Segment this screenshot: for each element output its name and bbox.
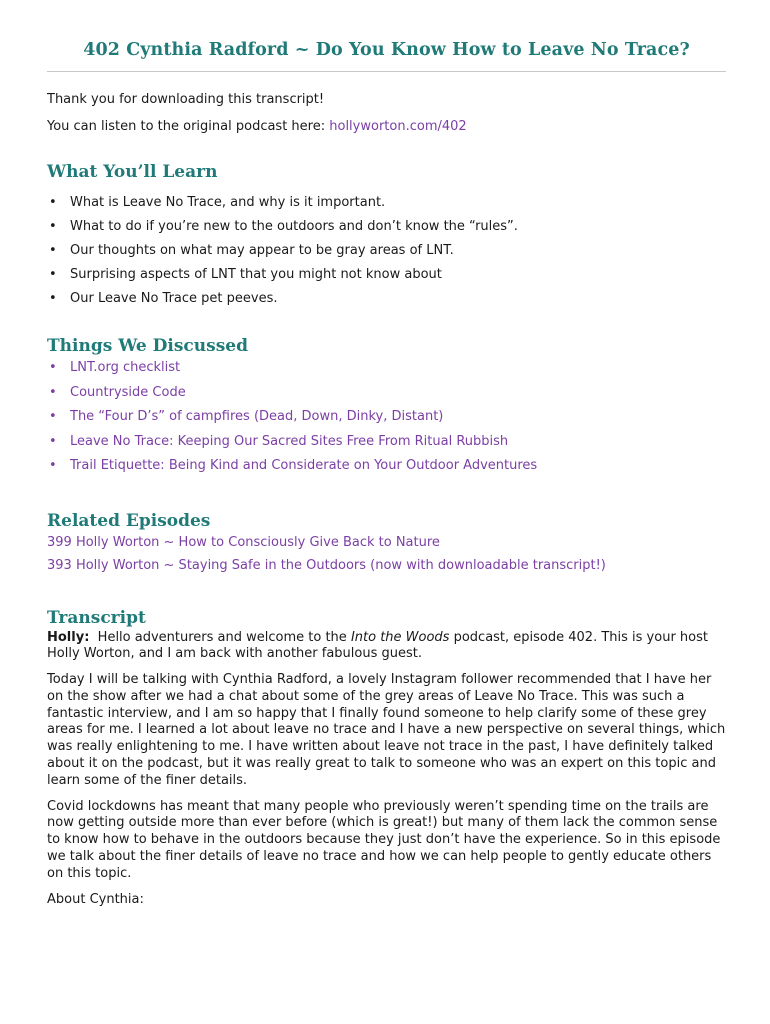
trail-etiquette-link[interactable]: Trail Etiquette: Being Kind and Considerate on Your Outdoor Adventures [70, 458, 538, 473]
transcript-heading: Transcript [47, 607, 146, 628]
transcript-body [47, 630, 726, 909]
learn-item: • Our thoughts on what may appear to be gray areas of LNT. [47, 243, 726, 267]
learn-item: • What to do if you’re new to the outdoors and don’t know the “rules”. [47, 219, 726, 243]
things-item [47, 458, 726, 483]
speaker-name: Holly: [47, 629, 90, 645]
document-title: 402 Cynthia Radford ~ Do You Know How to Leave No Trace? [83, 40, 690, 60]
things-item [47, 385, 726, 410]
transcript-paragraph: Covid lockdowns has meant that many people who previously weren’t spending time on the trails are now getting outside more than ever before (which is great!) but many of them lack the common sense to know how to behave in the outdoors because they just don’t have the experience. So in this episode we talk about the finer details of leave no trace and how we can help people to gently educate others on this topic. [47, 798, 721, 881]
things-item [47, 409, 726, 434]
learn-item: • Surprising aspects of LNT that you might not know about [47, 267, 726, 291]
podcast-link[interactable]: hollyworton.com/402 [329, 119, 467, 134]
transcript-paragraph [47, 630, 726, 664]
listen-prefix: You can listen to the original podcast here: [47, 119, 330, 134]
learn-list [47, 195, 726, 315]
lnt-checklist-link[interactable]: LNT.org checklist [70, 360, 181, 375]
p1-before: Hello adventurers and welcome to the [89, 629, 351, 645]
things-item [47, 434, 726, 459]
episode-393-link[interactable]: 393 Holly Worton ~ Staying Safe in the Outdoors (now with downloadable transcript!) [47, 557, 606, 573]
things-heading: Things We Discussed [47, 336, 248, 356]
countryside-code-link[interactable]: Countryside Code [70, 384, 186, 400]
related-heading: Related Episodes [47, 510, 211, 531]
sacred-sites-link[interactable]: Leave No Trace: Keeping Our Sacred Sites Free From Ritual Rubbish [70, 433, 509, 449]
title-divider [47, 71, 726, 72]
related-list [47, 535, 726, 581]
things-item [47, 360, 726, 385]
related-item [47, 535, 726, 558]
things-list [47, 360, 726, 483]
podcast-name: Into the Woods [350, 629, 450, 645]
p1-after: podcast, episode 402. This is your host Holly Worton, and I am back with another fabulous guest. [47, 629, 708, 662]
intro-listen [47, 119, 726, 135]
learn-heading: What You’ll Learn [47, 162, 218, 182]
related-item [47, 558, 726, 581]
transcript-paragraph: Today I will be talking with Cynthia Radford, a lovely Instagram follower recommended that I have her on the show after we had a chat about some of the grey areas of Leave No Trace. This was such a fantastic interview, and I am so happy that I finally found someone to help clarify some of these grey areas for me. I learned a lot about leave no trace and I have a new perspective on several things, which was really enlightening to me. I have written about leave not trace in the past, I have definitely talked about it on the podcast, but it was really great to talk to someone who was an expert on this topic and learn some of the finer details. [47, 672, 726, 788]
learn-item: • What is Leave No Trace, and why is it important. [47, 195, 726, 219]
learn-item: • Our Leave No Trace pet peeves. [47, 291, 726, 315]
transcript-paragraph: About Cynthia: [47, 891, 144, 907]
four-ds-link[interactable]: The “Four D’s” of campfires (Dead, Down, Dinky, Distant) [70, 409, 444, 424]
intro-thanks: Thank you for downloading this transcript! [47, 92, 325, 107]
episode-399-link[interactable]: 399 Holly Worton ~ How to Consciously Give Back to Nature [47, 534, 440, 550]
